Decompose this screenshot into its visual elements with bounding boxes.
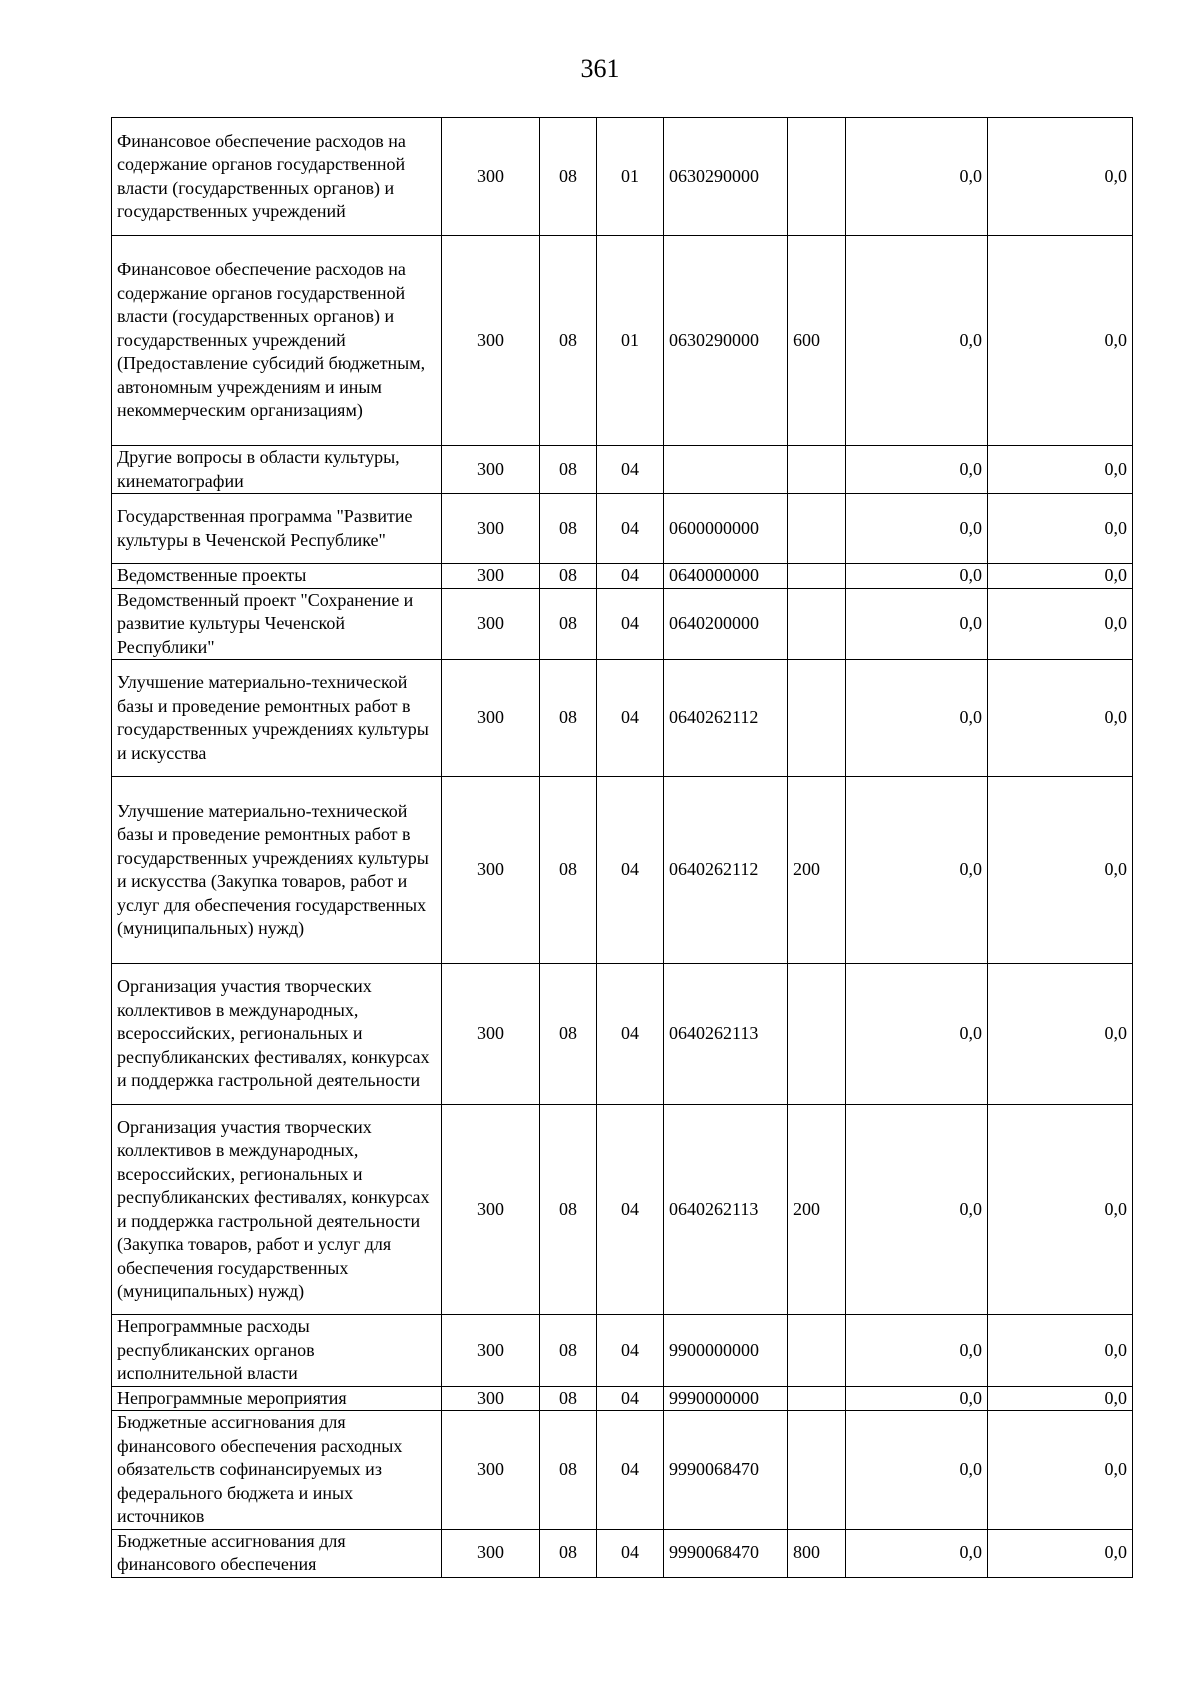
row-ved-cell: 300: [442, 1411, 540, 1530]
row-rz-cell: 08: [540, 964, 597, 1105]
row-name-cell: Организация участия творческих коллективов в международных, всероссийских, региональных и республиканских фестивалях, конкурсах и поддержка гастрольной деятельности: [112, 964, 442, 1105]
row-csr-cell: 0640000000: [664, 564, 788, 589]
row-csr-cell: 0640262113: [664, 964, 788, 1105]
row-ved-cell: 300: [442, 1315, 540, 1387]
row-ved-cell: 300: [442, 1529, 540, 1577]
row-vr-cell: [788, 588, 846, 660]
table-row: [112, 1411, 1133, 1530]
row-vr-cell: 200: [788, 1105, 846, 1315]
table-row: [112, 1315, 1133, 1387]
page-number: 361: [580, 54, 620, 83]
row-pr-cell: 04: [597, 964, 664, 1105]
row-csr-cell: 0640262112: [664, 660, 788, 777]
row-pr-cell: 04: [597, 1411, 664, 1530]
row-sum2-cell: 0,0: [988, 1315, 1133, 1387]
row-sum2-cell: 0,0: [988, 1105, 1133, 1315]
row-sum1-cell: 0,0: [846, 1315, 988, 1387]
row-rz-cell: 08: [540, 494, 597, 564]
row-ved-cell: 300: [442, 236, 540, 446]
table-row: [112, 564, 1133, 589]
row-csr-cell: 9990000000: [664, 1386, 788, 1411]
row-sum2-cell: 0,0: [988, 236, 1133, 446]
row-pr-cell: 04: [597, 446, 664, 494]
row-sum2-cell: 0,0: [988, 1529, 1133, 1577]
row-ved-cell: 300: [442, 118, 540, 236]
row-pr-cell: 04: [597, 1315, 664, 1387]
row-sum1-cell: 0,0: [846, 1529, 988, 1577]
row-sum1-cell: 0,0: [846, 1386, 988, 1411]
row-rz-cell: 08: [540, 1315, 597, 1387]
row-rz-cell: 08: [540, 1105, 597, 1315]
budget-table-body: [112, 118, 1133, 1578]
row-sum1-cell: 0,0: [846, 118, 988, 236]
row-sum2-cell: 0,0: [988, 777, 1133, 964]
row-name-cell: Другие вопросы в области культуры, кинематографии: [112, 446, 442, 494]
row-vr-cell: [788, 1315, 846, 1387]
row-pr-cell: 01: [597, 118, 664, 236]
budget-table: [111, 117, 1133, 1578]
table-row: [112, 494, 1133, 564]
row-pr-cell: 04: [597, 564, 664, 589]
row-csr-cell: 0630290000: [664, 236, 788, 446]
row-vr-cell: 200: [788, 777, 846, 964]
row-pr-cell: 04: [597, 1105, 664, 1315]
row-sum1-cell: 0,0: [846, 446, 988, 494]
table-row: [112, 1529, 1133, 1577]
row-ved-cell: 300: [442, 1386, 540, 1411]
row-csr-cell: 9990068470: [664, 1529, 788, 1577]
row-ved-cell: 300: [442, 964, 540, 1105]
row-vr-cell: [788, 564, 846, 589]
row-sum2-cell: 0,0: [988, 660, 1133, 777]
row-name-cell: Государственная программа "Развитие культуры в Чеченской Республике": [112, 494, 442, 564]
row-name-cell: Ведомственные проекты: [112, 564, 442, 589]
row-csr-cell: 9990068470: [664, 1411, 788, 1530]
row-ved-cell: 300: [442, 494, 540, 564]
table-row: [112, 588, 1133, 660]
row-vr-cell: [788, 494, 846, 564]
row-pr-cell: 04: [597, 494, 664, 564]
row-rz-cell: 08: [540, 588, 597, 660]
row-sum1-cell: 0,0: [846, 660, 988, 777]
row-sum1-cell: 0,0: [846, 236, 988, 446]
row-sum1-cell: 0,0: [846, 1105, 988, 1315]
row-name-cell: Ведомственный проект "Сохранение и развитие культуры Чеченской Республики": [112, 588, 442, 660]
row-rz-cell: 08: [540, 1411, 597, 1530]
row-sum2-cell: 0,0: [988, 588, 1133, 660]
row-name-cell: Бюджетные ассигнования для финансового обеспечения: [112, 1529, 442, 1577]
row-ved-cell: 300: [442, 588, 540, 660]
row-vr-cell: [788, 660, 846, 777]
row-csr-cell: 0600000000: [664, 494, 788, 564]
row-sum1-cell: 0,0: [846, 494, 988, 564]
row-vr-cell: [788, 1386, 846, 1411]
table-row: [112, 777, 1133, 964]
row-pr-cell: 04: [597, 1529, 664, 1577]
row-sum1-cell: 0,0: [846, 777, 988, 964]
row-sum1-cell: 0,0: [846, 564, 988, 589]
row-csr-cell: 0630290000: [664, 118, 788, 236]
row-vr-cell: [788, 964, 846, 1105]
row-pr-cell: 04: [597, 1386, 664, 1411]
row-sum2-cell: 0,0: [988, 494, 1133, 564]
row-rz-cell: 08: [540, 777, 597, 964]
row-csr-cell: 9900000000: [664, 1315, 788, 1387]
row-sum2-cell: 0,0: [988, 1411, 1133, 1530]
row-sum2-cell: 0,0: [988, 564, 1133, 589]
table-row: [112, 1105, 1133, 1315]
row-rz-cell: 08: [540, 236, 597, 446]
row-sum1-cell: 0,0: [846, 1411, 988, 1530]
row-ved-cell: 300: [442, 564, 540, 589]
row-name-cell: Улучшение материально-технической базы и проведение ремонтных работ в государственных учреждениях культуры и искусства (Закупка товаров, работ и услуг для обеспечения государственных (муниципальных) нужд): [112, 777, 442, 964]
row-name-cell: Организация участия творческих коллективов в международных, всероссийских, региональных и республиканских фестивалях, конкурсах и поддержка гастрольной деятельности (Закупка товаров, работ и услуг для обеспечения государственных (муниципальных) нужд): [112, 1105, 442, 1315]
row-sum2-cell: 0,0: [988, 118, 1133, 236]
row-rz-cell: 08: [540, 1386, 597, 1411]
row-csr-cell: 0640200000: [664, 588, 788, 660]
row-vr-cell: [788, 118, 846, 236]
table-row: [112, 118, 1133, 236]
row-sum1-cell: 0,0: [846, 964, 988, 1105]
table-row: [112, 660, 1133, 777]
row-pr-cell: 04: [597, 588, 664, 660]
row-rz-cell: 08: [540, 564, 597, 589]
row-pr-cell: 04: [597, 777, 664, 964]
row-sum2-cell: 0,0: [988, 964, 1133, 1105]
row-name-cell: Непрограммные расходы республиканских органов исполнительной власти: [112, 1315, 442, 1387]
row-sum2-cell: 0,0: [988, 446, 1133, 494]
row-ved-cell: 300: [442, 660, 540, 777]
row-sum2-cell: 0,0: [988, 1386, 1133, 1411]
row-csr-cell: [664, 446, 788, 494]
row-name-cell: Финансовое обеспечение расходов на содержание органов государственной власти (государственных органов) и государственных учреждений (Предоставление субсидий бюджетным, автономным учреждениям и иным некоммерческим организациям): [112, 236, 442, 446]
row-rz-cell: 08: [540, 118, 597, 236]
row-ved-cell: 300: [442, 777, 540, 964]
table-row: [112, 236, 1133, 446]
row-ved-cell: 300: [442, 446, 540, 494]
table-row: [112, 1386, 1133, 1411]
row-vr-cell: 800: [788, 1529, 846, 1577]
row-rz-cell: 08: [540, 660, 597, 777]
row-ved-cell: 300: [442, 1105, 540, 1315]
row-pr-cell: 04: [597, 660, 664, 777]
row-rz-cell: 08: [540, 446, 597, 494]
table-row: [112, 446, 1133, 494]
row-vr-cell: [788, 446, 846, 494]
row-name-cell: Улучшение материально-технической базы и проведение ремонтных работ в государственных учреждениях культуры и искусства: [112, 660, 442, 777]
row-vr-cell: 600: [788, 236, 846, 446]
row-csr-cell: 0640262112: [664, 777, 788, 964]
row-name-cell: Финансовое обеспечение расходов на содержание органов государственной власти (государственных органов) и государственных учреждений: [112, 118, 442, 236]
row-csr-cell: 0640262113: [664, 1105, 788, 1315]
row-vr-cell: [788, 1411, 846, 1530]
row-name-cell: Бюджетные ассигнования для финансового обеспечения расходных обязательств софинансируемых из федерального бюджета и иных источников: [112, 1411, 442, 1530]
row-name-cell: Непрограммные мероприятия: [112, 1386, 442, 1411]
table-row: [112, 964, 1133, 1105]
row-sum1-cell: 0,0: [846, 588, 988, 660]
row-rz-cell: 08: [540, 1529, 597, 1577]
row-pr-cell: 01: [597, 236, 664, 446]
